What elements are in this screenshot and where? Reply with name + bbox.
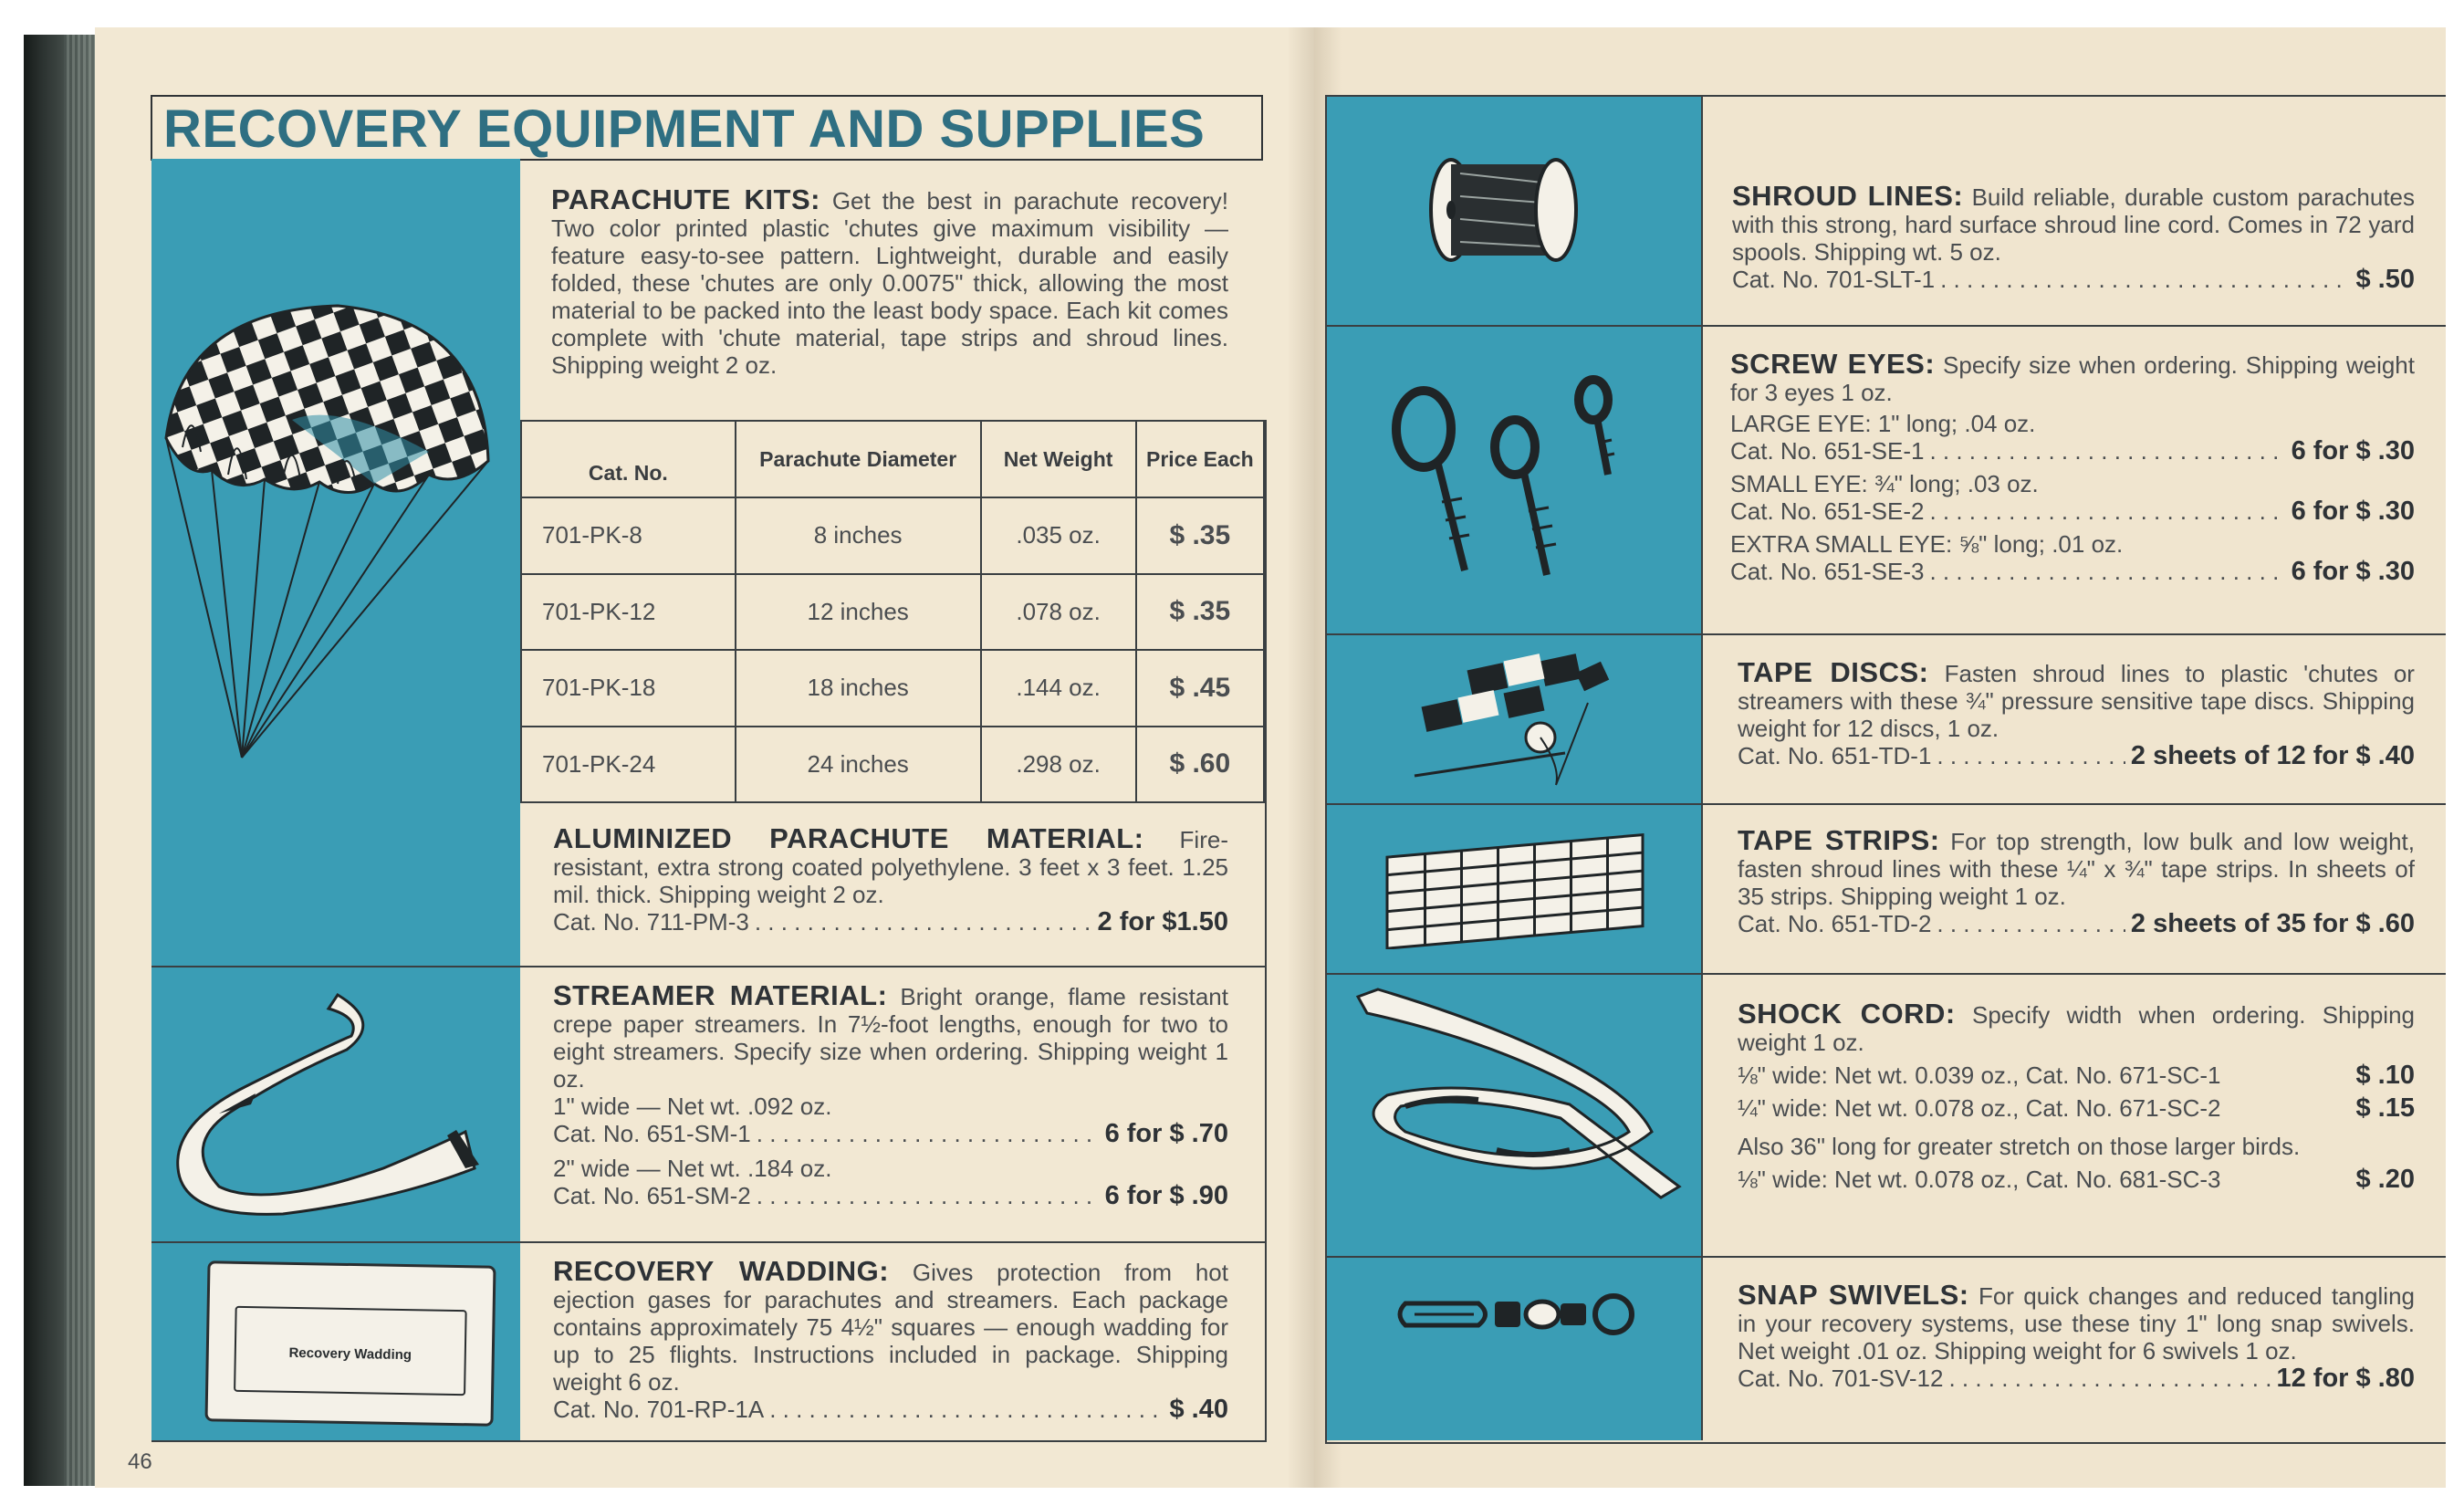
- cell-diameter: 12 inches: [736, 574, 981, 651]
- col-header-diameter: Parachute Diameter: [736, 421, 981, 497]
- tape-strips-section: [1738, 824, 2416, 938]
- shock-cord-opt2-price: $ .15: [2355, 1093, 2415, 1123]
- tape-discs-body: Fasten shroud lines to plastic 'chutes or streamers with these ¾" pressure sensitive tape discs. Shipping weight for 12 discs, 1 oz.: [1738, 660, 2415, 742]
- streamer-opt2-desc: 2" wide — Net wt. .184 oz.: [553, 1155, 832, 1182]
- cell-price: $ .35: [1136, 497, 1264, 574]
- tape-discs-heading: TAPE DISCS:: [1738, 656, 1929, 688]
- screw-eyes-large-cat: Cat. No. 651-SE-1: [1730, 437, 1925, 465]
- divider: [1327, 325, 2446, 327]
- tape-discs-section: [1738, 656, 2415, 770]
- snap-swivels-price: 12 for $ .80: [2276, 1364, 2415, 1393]
- divider: [1327, 1256, 2446, 1258]
- cell-cat: 701-PK-18: [521, 650, 736, 727]
- table-row: [521, 497, 1264, 574]
- wadding-package-illustration: [204, 1260, 496, 1426]
- cell-diameter: 18 inches: [736, 650, 981, 727]
- wadding-cat: Cat. No. 701-RP-1A: [553, 1396, 765, 1423]
- screw-eyes-heading: SCREW EYES:: [1730, 348, 1936, 380]
- streamer-opt2-cat: Cat. No. 651-SM-2: [553, 1182, 751, 1209]
- streamer-opt2-row: [553, 1182, 1228, 1209]
- streamer-section: [553, 979, 1228, 1210]
- table-row: [521, 574, 1264, 651]
- cell-weight: .078 oz.: [981, 574, 1136, 651]
- shock-cord-opt2: ¼" wide: Net wt. 0.078 oz., Cat. No. 671-SC-2: [1738, 1094, 2221, 1122]
- wadding-package-label: Recovery Wadding: [288, 1344, 412, 1364]
- streamer-opt1-cat: Cat. No. 651-SM-1: [553, 1120, 751, 1147]
- screw-eyes-small-row: [1730, 497, 2415, 525]
- tape-strips-cat: Cat. No. 651-TD-2: [1738, 910, 1932, 937]
- tape-strips-body: For top strength, low bulk and low weight, fasten shroud lines with these ¼" x ¾" tape strips. In sheets of 35 strips. Shipping weight 1 oz.: [1738, 828, 2416, 910]
- snap-swivels-order-row: [1738, 1365, 2415, 1392]
- col-header-weight: Net Weight: [981, 421, 1136, 497]
- parachute-kits-table: [520, 420, 1265, 803]
- snap-swivels-section: [1738, 1281, 2415, 1392]
- divider: [1265, 420, 1267, 1440]
- streamer-body: Bright orange, flame resistant crepe paper streamers. In 7½-foot lengths, enough for two to eight streamers. Specify size when ordering. Shipping weight 1 oz.: [553, 983, 1228, 1093]
- table-row: [521, 650, 1264, 727]
- tape-discs-cat: Cat. No. 651-TD-1: [1738, 742, 1932, 769]
- page-title: RECOVERY EQUIPMENT AND SUPPLIES: [163, 99, 1206, 159]
- streamer-opt1-row: [553, 1120, 1228, 1147]
- aluminized-section: [553, 822, 1228, 936]
- wadding-body: Gives protection from hot ejection gases for parachutes and streamers. Each package contains approximately 75 4½" squares — enough wadding for up to 25 flights. Instructions included in package. Shipping weight 6 oz.: [553, 1259, 1228, 1396]
- aluminized-heading: ALUMINIZED PARACHUTE MATERIAL:: [553, 822, 1144, 854]
- page-title-box: [151, 95, 1263, 161]
- wadding-order-row: [553, 1396, 1228, 1423]
- shock-cord-opt1: ⅛" wide: Net wt. 0.039 oz., Cat. No. 671-SC-1: [1738, 1062, 2221, 1089]
- snap-swivels-heading: SNAP SWIVELS:: [1738, 1279, 1969, 1311]
- cell-diameter: 8 inches: [736, 497, 981, 574]
- shock-cord-opt3: ⅛" wide: Net wt. 0.078 oz., Cat. No. 681-SC-3: [1738, 1166, 2221, 1193]
- shroud-cat: Cat. No. 701-SLT-1: [1732, 266, 1936, 293]
- cell-cat: 701-PK-24: [521, 727, 736, 803]
- streamer-opt1-desc: 1" wide — Net wt. .092 oz.: [553, 1093, 832, 1120]
- parachute-kits-heading: PARACHUTE KITS:: [551, 183, 820, 215]
- tape-strips-heading: TAPE STRIPS:: [1738, 824, 1940, 856]
- parachute-kits-body: Get the best in parachute recovery! Two color printed plastic 'chutes give maximum visibility — feature easy-to-see pattern. Lightweight, durable and easily folded, these 'chutes are only 0.0075" thick, allowing the most material to be packed into the least body space. Each kit comes complete with 'chute material, tape strips and shroud lines. Shipping weight 2 oz.: [551, 187, 1228, 379]
- shroud-section: [1732, 180, 2415, 294]
- screw-eyes-large-row: [1730, 437, 2415, 465]
- screw-eyes-xsmall-price: 6 for $ .30: [2291, 557, 2415, 586]
- shroud-heading: SHROUD LINES:: [1732, 180, 1964, 212]
- shroud-price: $ .50: [2355, 265, 2415, 294]
- divider: [1327, 633, 2446, 635]
- shock-cord-body: Specify width when ordering. Shipping weight 1 oz.: [1738, 1001, 2415, 1056]
- cell-price: $ .35: [1136, 574, 1264, 651]
- page-number: 46: [128, 1449, 152, 1474]
- screw-eyes-section: [1730, 350, 2415, 585]
- wadding-section: [553, 1255, 1228, 1424]
- aluminized-cat: Cat. No. 711-PM-3: [553, 908, 749, 936]
- aluminized-body: Fire-resistant, extra strong coated polyethylene. 3 feet x 3 feet. 1.25 mil. thick. Shipping weight 2 oz.: [553, 826, 1228, 908]
- screw-eyes-icon: [1369, 365, 1643, 593]
- streamer-opt1-price: 6 for $ .70: [1104, 1119, 1228, 1148]
- cell-cat: 701-PK-12: [521, 574, 736, 651]
- streamer-opt2-price: 6 for $ .90: [1104, 1181, 1228, 1210]
- screw-eyes-xsmall-desc: EXTRA SMALL EYE: ⅝" long; .01 oz.: [1730, 530, 2124, 558]
- divider: [151, 1241, 1267, 1243]
- screw-eyes-small-price: 6 for $ .30: [2291, 497, 2415, 526]
- table-row: [521, 727, 1264, 803]
- shock-cord-heading: SHOCK CORD:: [1738, 998, 1956, 1030]
- screw-eyes-xsmall-row: [1730, 558, 2415, 585]
- shock-cord-opt3-price: $ .20: [2355, 1165, 2415, 1194]
- snap-swivel-icon: [1387, 1278, 1661, 1351]
- divider: [1327, 973, 2446, 975]
- streamer-illustration: [164, 986, 502, 1223]
- cell-price: $ .45: [1136, 650, 1264, 727]
- cell-weight: .298 oz.: [981, 727, 1136, 803]
- shock-cord-section: [1738, 1000, 2415, 1193]
- col-header-price: Price Each: [1136, 421, 1264, 497]
- tape-strips-order-row: [1738, 910, 2415, 937]
- tape-discs-price: 2 sheets of 12 for $ .40: [2130, 741, 2415, 770]
- shock-cord-icon: [1351, 986, 1697, 1241]
- aluminized-price: 2 for $1.50: [1097, 907, 1228, 936]
- wadding-heading: RECOVERY WADDING:: [553, 1255, 890, 1287]
- cell-weight: .144 oz.: [981, 650, 1136, 727]
- shock-cord-opt1-price: $ .10: [2355, 1061, 2415, 1090]
- col-header-cat: Cat. No.: [521, 421, 736, 497]
- screw-eyes-xsmall-cat: Cat. No. 651-SE-3: [1730, 558, 1925, 585]
- wadding-price: $ .40: [1169, 1395, 1228, 1424]
- tape-discs-order-row: [1738, 742, 2415, 769]
- screw-eyes-body: Specify size when ordering. Shipping weight for 3 eyes 1 oz.: [1730, 351, 2415, 406]
- cell-cat: 701-PK-8: [521, 497, 736, 574]
- parachute-kits-section: [551, 183, 1228, 379]
- shock-cord-opt1-row: [1738, 1062, 2415, 1089]
- tape-discs-icon: [1405, 639, 1643, 794]
- divider: [151, 1440, 1267, 1442]
- divider: [151, 966, 1267, 967]
- shock-cord-also: Also 36" long for greater stretch on those larger birds.: [1738, 1133, 2301, 1160]
- cell-diameter: 24 inches: [736, 727, 981, 803]
- shroud-body: Build reliable, durable custom parachutes with this strong, hard surface shroud line cord. Comes in 72 yard spools. Shipping wt. 5 oz.: [1732, 183, 2415, 266]
- screw-eyes-small-desc: SMALL EYE: ¾" long; .03 oz.: [1730, 470, 2039, 497]
- cell-weight: .035 oz.: [981, 497, 1136, 574]
- tape-strips-price: 2 sheets of 35 for $ .60: [2130, 909, 2415, 938]
- divider: [1327, 803, 2446, 805]
- shock-cord-opt2-row: [1738, 1094, 2415, 1122]
- divider: [1701, 95, 1703, 1440]
- screw-eyes-small-cat: Cat. No. 651-SE-2: [1730, 497, 1925, 525]
- screw-eyes-large-desc: LARGE EYE: 1" long; .04 oz.: [1730, 410, 2036, 437]
- screw-eyes-large-price: 6 for $ .30: [2291, 436, 2415, 465]
- cell-price: $ .60: [1136, 727, 1264, 803]
- aluminized-order-row: [553, 908, 1228, 936]
- tape-strips-icon: [1378, 821, 1652, 949]
- streamer-heading: STREAMER MATERIAL:: [553, 979, 888, 1011]
- snap-swivels-body: For quick changes and reduced tangling in your recovery systems, use these tiny 1" long snap swivels. Net weight .01 oz. Shipping weight for 6 swivels 1 oz.: [1738, 1282, 2415, 1365]
- shroud-order-row: [1732, 266, 2415, 293]
- parachute-illustration: [155, 292, 502, 767]
- shock-cord-opt3-row: [1738, 1166, 2415, 1193]
- spool-icon: [1424, 146, 1588, 274]
- snap-swivels-cat: Cat. No. 701-SV-12: [1738, 1365, 1944, 1392]
